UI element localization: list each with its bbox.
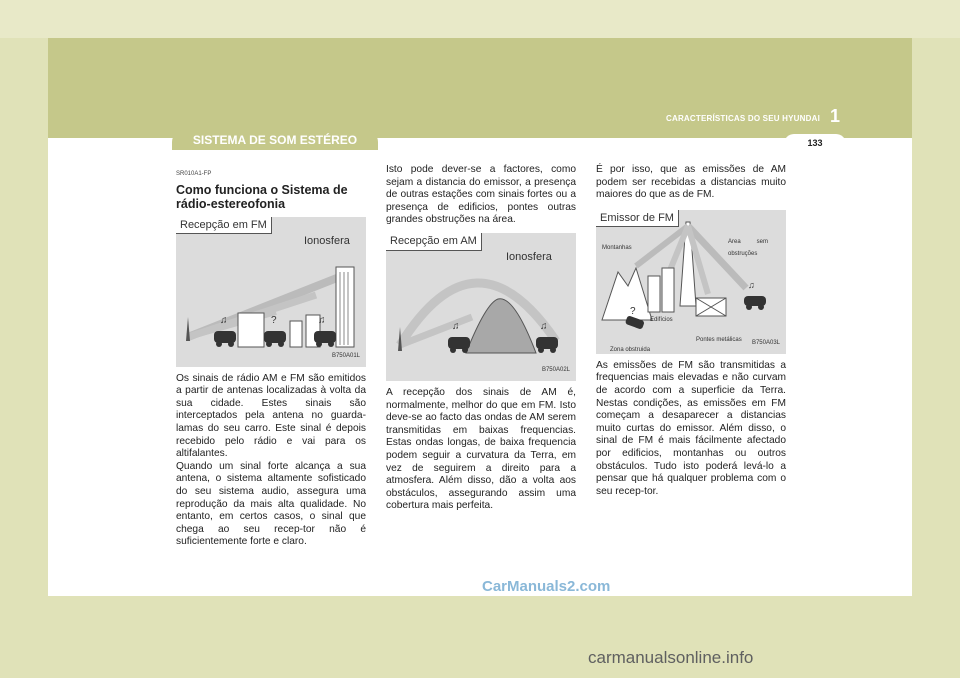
figure-label-blocked-zone: Zona obstruida (610, 346, 651, 353)
page-number: 133 (784, 134, 846, 150)
section-heading: Como funciona o Sistema de rádio-estereofonia (176, 182, 348, 211)
svg-text:♫: ♫ (220, 314, 228, 326)
column-1 (176, 160, 366, 549)
svg-text:♫: ♫ (748, 279, 755, 290)
column-2 (386, 164, 576, 513)
watermark-carmanualsonline: carmanualsonline.info (588, 648, 754, 667)
paragraph: É por isso, que as emissões de AM podem ser recebidas a distancias muito maiores do que as de FM. (596, 164, 786, 201)
section-code: SR010A1-FP (176, 171, 212, 177)
fm-transmitter-illustration (596, 210, 786, 354)
column-3 (596, 164, 786, 498)
chapter-title: CARACTERÍSTICAS DO SEU HYUNDAI (665, 114, 820, 123)
manual-page (48, 38, 912, 596)
figure-label-ionosphere: Ionosfera (304, 234, 350, 247)
figure-label-ionosphere: Ionosfera (506, 250, 552, 263)
figure-tag: Recepção em FM (176, 217, 272, 235)
section-tab (172, 130, 378, 150)
fm-reception-figure (176, 217, 366, 367)
fm-transmitter-figure (596, 210, 786, 354)
paragraph: A recepção dos sinais de AM é, normalmente, melhor do que em FM. Isto deve-se ao facto das ondas de AM serem transmitidas em baixas frequencias. Estas ondas longas, de baixa frequencia podem seguir a curvatura da Terra, em vez de seguirem a direito para a atmosfera. Além disso, dão a volta aos obstáculos, assegurando assim uma cobertura mais perfeita. (386, 386, 576, 512)
figure-code: B750A02L (541, 367, 570, 374)
top-band (0, 0, 960, 38)
svg-text:?: ? (630, 305, 636, 317)
svg-text:♫: ♫ (452, 320, 460, 332)
paragraph: Quando um sinal forte alcança a sua antena, o sistema altamente sofisticado do seu sistema audio, assegura uma reprodução da mais alta qualidade. No entanto, em certos casos, o sinal que chega ao seu recep-tor não é suficientemente forte e claro. (176, 460, 366, 548)
section-title: SISTEMA DE SOM ESTÉREO (192, 133, 358, 147)
chapter-number: 1 (829, 106, 840, 126)
svg-text:?: ? (271, 314, 277, 326)
svg-text:♫: ♫ (318, 314, 326, 326)
watermark-carmanuals2: CarManuals2.com (482, 578, 611, 595)
figure-tag: Recepção em AM (386, 233, 482, 251)
am-reception-figure (386, 233, 576, 381)
figure-label-open-area: Area sem obstruções (728, 238, 768, 258)
header-bar (48, 38, 912, 138)
paragraph: Os sinais de rádio AM e FM são emitidos a partir de antenas localizadas à volta da sua cidade. Estes sinais são interceptados pela antena no guarda-lamas do seu carro. Este sinal é depois recebido pelo rádio e vai para os altifalantes. (176, 372, 366, 460)
figure-code: B750A01L (331, 353, 360, 359)
figure-label-buildings: Edifícios (650, 316, 673, 323)
figure-label-bridges: Pontes metálicas (696, 336, 742, 343)
figure-label-mountains: Montanhas (602, 244, 632, 251)
svg-text:♫: ♫ (540, 320, 548, 332)
figure-tag: Emissor de FM (596, 210, 679, 228)
figure-code: B750A03L (751, 340, 780, 347)
paragraph: As emissões de FM são transmitidas a frequencias mais elevadas e não curvam de acordo com a superficie da Terra. Nestas condições, as emissões em FM começam a desaparecer a distancias muito curtas do emissor. Além disso, o sinal de FM é mais fácilmente afectado por edificios, montanhas ou outros obstáculos. Tudo isto poderá levá-lo a pensar que há qualquer problema com o seu recep-tor. (596, 359, 786, 497)
paragraph: Isto pode dever-se a factores, como sejam a distancia do emissor, a presença de outras estações com sinais fortes ou a presença de edificios, pontes outras grandes obstruções na área. (386, 164, 576, 226)
